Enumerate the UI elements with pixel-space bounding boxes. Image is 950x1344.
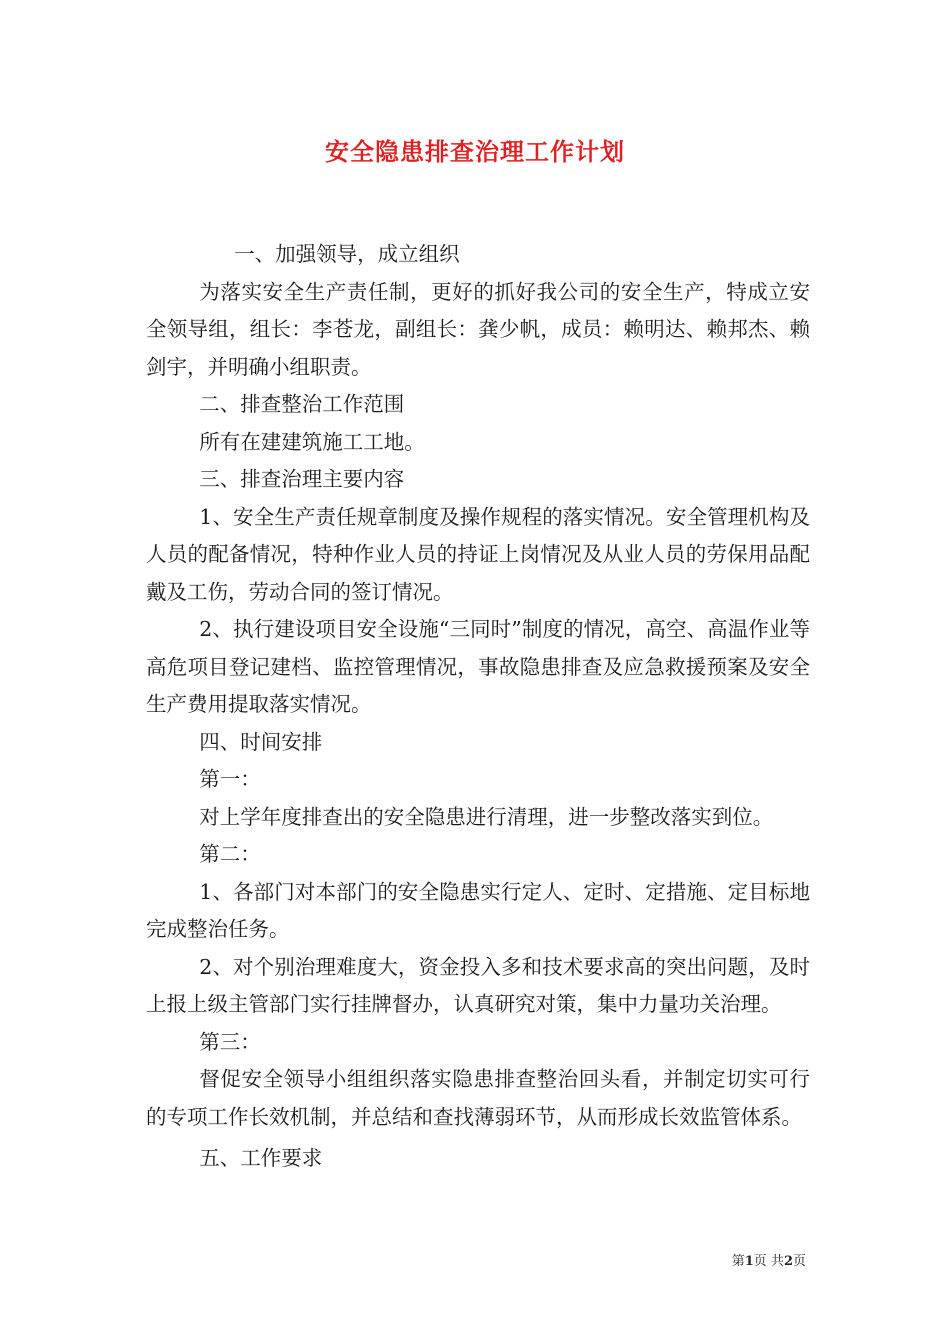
sub-heading: 第二： — [199, 842, 261, 866]
paragraph: 所有在建建筑施工工地。 — [199, 429, 425, 454]
paragraph: 2、执行建设项目安全设施“三同时”制度的情况，高空、高温作业等高危项目登记建档、监控管理情况，事故隐患排查及应急救援预案及安全生产费用提取落实情况。 — [146, 617, 810, 716]
section-heading-5: 五、工作要求 — [199, 1146, 323, 1170]
section-heading-2: 二、排查整治工作范围 — [199, 392, 405, 416]
sub-heading: 第三： — [199, 1029, 261, 1054]
paragraph: 2、对个别治理难度大，资金投入多和技术要求高的突出问题，及时上报上级主管部门实行挂牌督办，认真研究对策，集中力量功关治理。 — [146, 954, 810, 1016]
paragraph: 1、安全生产责任规章制度及操作规程的落实情况。安全管理机构及人员的配备情况，特种作业人员的持证上岗情况及从业人员的劳保用品配戴及工伤，劳动合同的签订情况。 — [146, 504, 810, 604]
footer-prefix: 第 — [731, 1254, 745, 1269]
section-heading-4: 四、时间安排 — [199, 729, 323, 754]
paragraph: 为落实安全生产责任制，更好的抓好我公司的安全生产，特成立安全领导组，组长：李苍龙，副组长：龚少帆，成员：赖明达、赖邦杰、赖剑宇，并明确小组职责。 — [146, 279, 810, 379]
paragraph: 1、各部门对本部门的安全隐患实行定人、定时、定措施、定目标地完成整治任务。 — [146, 879, 810, 941]
page-number: 1 — [744, 1254, 754, 1269]
page-footer — [732, 1250, 806, 1269]
section-heading-1: 一、加强领导，成立组织 — [234, 242, 460, 266]
section-heading-3: 三、排查治理主要内容 — [199, 467, 405, 491]
document-body — [146, 236, 810, 1178]
footer-mid: 页 共 — [753, 1254, 784, 1269]
footer-suffix: 页 — [792, 1254, 806, 1269]
paragraph: 督促安全领导小组组织落实隐患排查整治回头看，并制定切实可行的专项工作长效机制，并总结和查找薄弱环节，从而形成长效监管体系。 — [146, 1067, 810, 1129]
sub-heading: 第一： — [199, 767, 261, 791]
page-total: 2 — [783, 1254, 793, 1269]
paragraph: 对上学年度排查出的安全隐患进行清理，进一步整改落实到位。 — [199, 804, 774, 829]
document-title: 安全隐患排查治理工作计划 — [325, 137, 625, 166]
